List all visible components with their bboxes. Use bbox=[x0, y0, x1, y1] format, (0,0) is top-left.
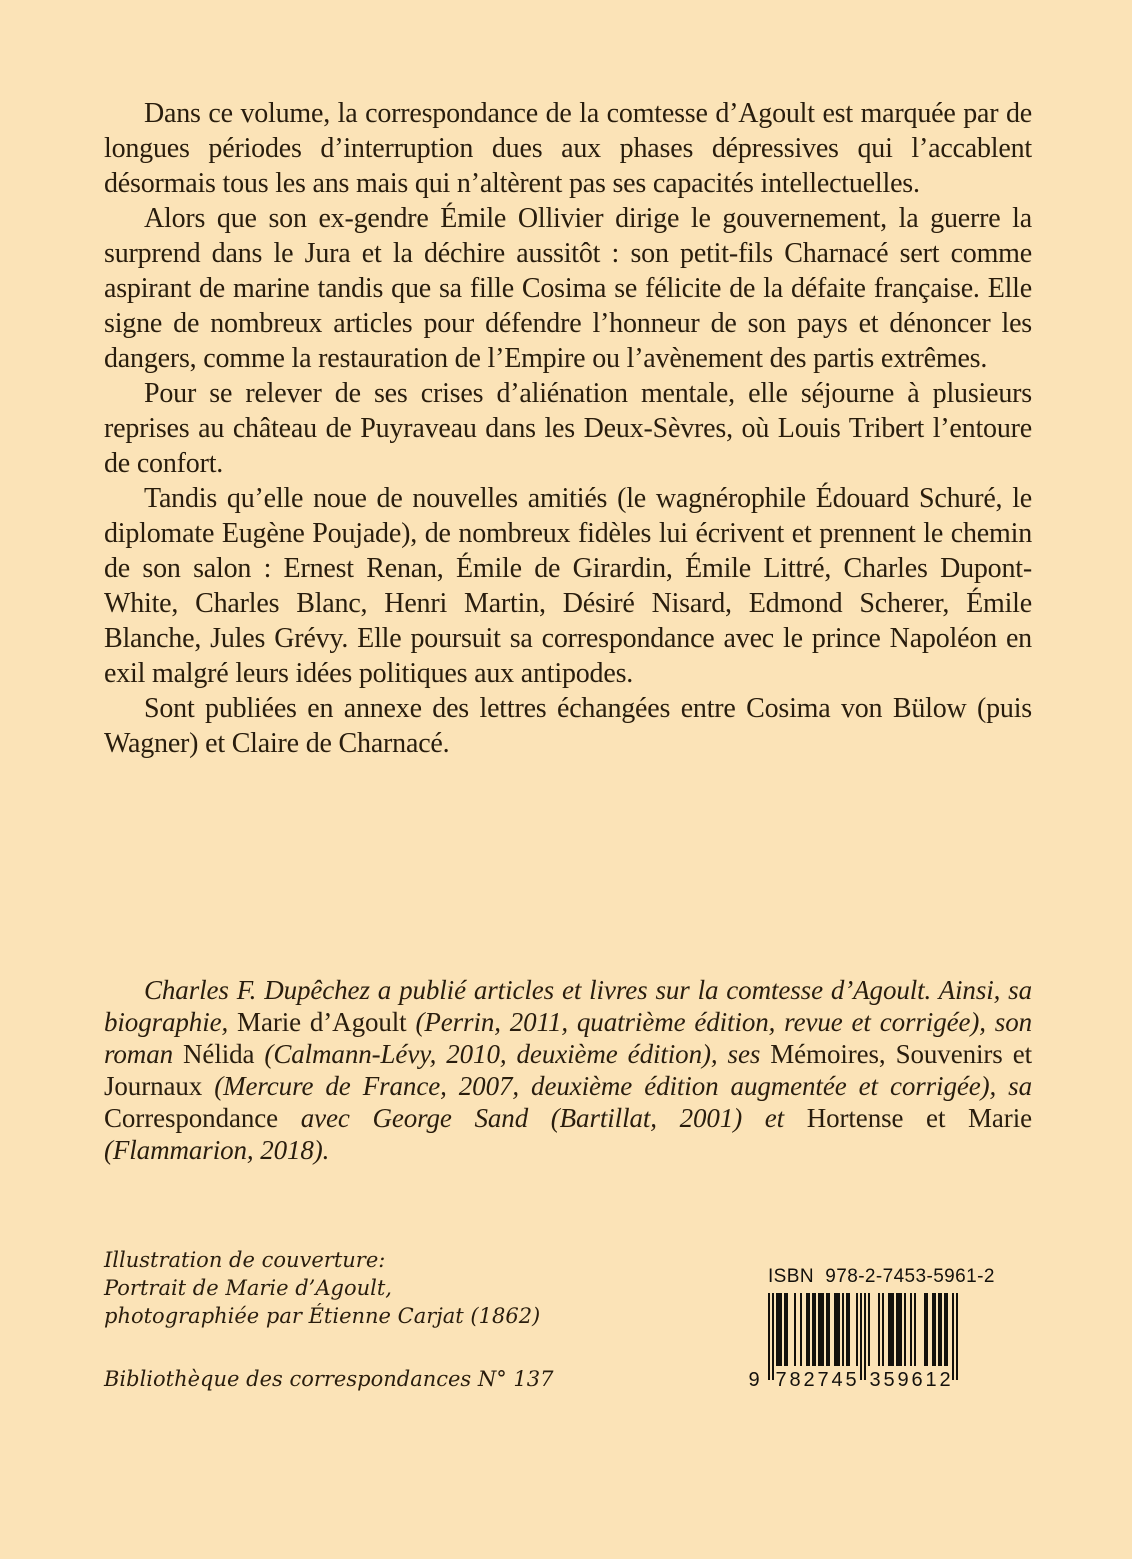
svg-text:8: 8 bbox=[789, 1369, 801, 1389]
bio-title-roman: Correspondance bbox=[104, 1103, 279, 1133]
bio-text-italic: avec George Sand (Bartillat, 2001) et bbox=[278, 1103, 807, 1133]
svg-text:7: 7 bbox=[817, 1369, 829, 1389]
blurb-paragraph-1: Dans ce volume, la correspondance de la comtesse d’Agoult est marquée par de longues périodes d’interruption dues aux phases dépressives qui l’accablent désormais tous les ans mais qui n’altèrent pas ses capacités intellectuelles. bbox=[104, 98, 1032, 199]
bio-text-italic: (Mercure de France, 2007, deuxième édition augmentée et corrigée), sa bbox=[202, 1071, 1032, 1101]
svg-text:5: 5 bbox=[845, 1369, 857, 1389]
blurb-paragraph-3: Pour se relever de ses crises d’aliénation mentale, elle séjourne à plusieurs reprises au château de Puyraveau dans les Deux-Sèvres, où Louis Tribert l’entoure de confort. bbox=[104, 378, 1032, 479]
bio-title-roman: Marie d’Agoult bbox=[237, 1007, 407, 1037]
author-bio-paragraph bbox=[104, 974, 1032, 1166]
svg-text:1: 1 bbox=[925, 1369, 937, 1389]
blurb-paragraph-2: Alors que son ex-gendre Émile Ollivier dirige le gouvernement, la guerre la surprend dans le Jura et la déchire aussitôt : son petit-fils Charnacé sert comme aspirant de marine tandis que sa fille Cosima se félicite de la défaite française. Elle signe de nombreux articles pour défendre l’honneur de son pays et dénoncer les dangers, comme la restauration de l’Empire ou l’avènement des partis extrêmes. bbox=[104, 203, 1032, 374]
author-bio bbox=[104, 974, 1032, 1166]
svg-text:5: 5 bbox=[883, 1369, 895, 1389]
blurb-paragraph-5: Sont publiées en annexe des lettres échangées entre Cosima von Bülow (puis Wagner) et Claire de Charnacé. bbox=[104, 693, 1032, 759]
bio-text-italic: (Flammarion, 2018). bbox=[104, 1135, 330, 1165]
blurb-paragraph-4: Tandis qu’elle noue de nouvelles amitiés (le wagnérophile Édouard Schuré, le diplomate Eugène Poujade), de nombreux fidèles lui écrivent et prennent le chemin de son salon : Ernest Renan, Émile de Girardin, Émile Littré, Charles Dupont-White, Charles Blanc, Henri Martin, Désiré Nisard, Edmond Scherer, Émile Blanche, Jules Grévy. Elle poursuit sa correspondance avec le prince Napoléon en exil malgré leurs idées politiques aux antipodes. bbox=[104, 483, 1032, 689]
svg-text:9: 9 bbox=[748, 1369, 760, 1389]
bio-title-roman: Nélida bbox=[183, 1039, 255, 1069]
ean13-barcode bbox=[742, 1293, 964, 1389]
blurb-text bbox=[104, 96, 1032, 761]
bio-text-italic: (Calmann-Lévy, 2010, deuxième édition), ses bbox=[254, 1039, 771, 1069]
svg-text:4: 4 bbox=[831, 1369, 843, 1389]
svg-text:6: 6 bbox=[911, 1369, 923, 1389]
svg-text:7: 7 bbox=[775, 1369, 787, 1389]
credit-line-1: Illustration de couverture: bbox=[104, 1248, 386, 1272]
svg-text:2: 2 bbox=[939, 1369, 951, 1389]
collection-series-number: Bibliothèque des correspondances N° 137 bbox=[104, 1367, 554, 1391]
credit-line-3: photographiée par Étienne Carjat (1862) bbox=[104, 1304, 541, 1328]
isbn-number-label: ISBN 978-2-7453-5961-2 bbox=[768, 1266, 995, 1287]
bio-title-roman: Mémoires, Souvenirs et Journaux bbox=[104, 1039, 1032, 1101]
svg-text:9: 9 bbox=[897, 1369, 909, 1389]
svg-text:3: 3 bbox=[869, 1369, 881, 1389]
credit-line-2: Portrait de Marie d’Agoult, bbox=[104, 1276, 392, 1300]
cover-illustration-credit bbox=[104, 1246, 540, 1330]
bio-title-roman: Hortense et Marie bbox=[806, 1103, 1032, 1133]
bio-text-italic: Charles F. Dupêchez a publié articles et livres sur la comtesse d’Agoult. Ainsi, sa biographie, bbox=[104, 975, 1032, 1037]
isbn-barcode-block bbox=[742, 1266, 995, 1389]
svg-text:2: 2 bbox=[803, 1369, 815, 1389]
bio-text-italic: (Perrin, 2011, quatrième édition, revue et corrigée), son roman bbox=[104, 1007, 1032, 1069]
